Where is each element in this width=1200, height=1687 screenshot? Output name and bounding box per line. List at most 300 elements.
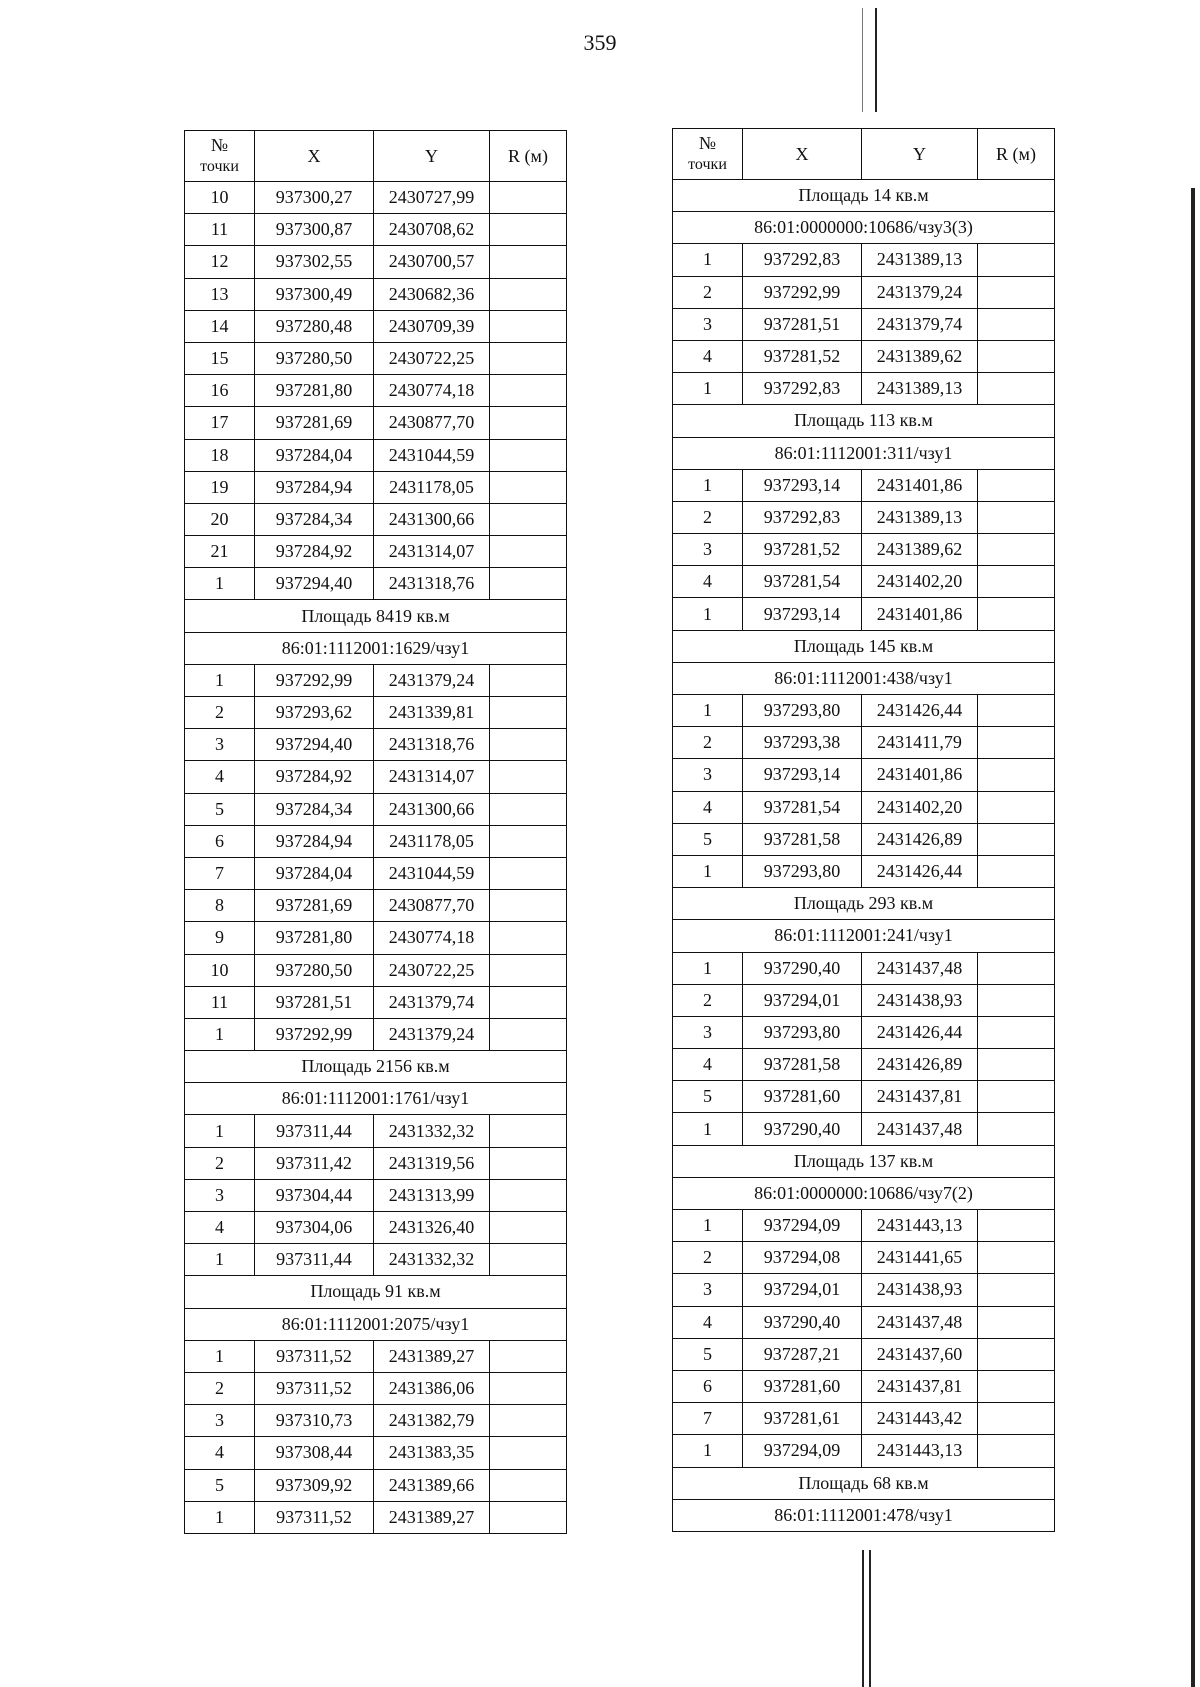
radius-cell: [978, 1210, 1055, 1242]
scan-line-bottom-2: [869, 1550, 871, 1687]
radius-cell: [490, 1244, 567, 1276]
table-row: [185, 246, 567, 278]
y-cell: 2431426,89: [862, 1049, 978, 1081]
radius-cell: [490, 1405, 567, 1437]
radius-cell: [978, 1403, 1055, 1435]
point-number-cell: 2: [185, 1147, 255, 1179]
x-cell: 937309,92: [255, 1469, 374, 1501]
table-row: [673, 566, 1055, 598]
radius-cell: [490, 342, 567, 374]
table-row: [673, 1113, 1055, 1145]
radius-cell: [978, 373, 1055, 405]
point-number-cell: 5: [185, 793, 255, 825]
table-row: [185, 793, 567, 825]
radius-cell: [978, 1370, 1055, 1402]
y-cell: 2431326,40: [374, 1212, 490, 1244]
table-row: [185, 1405, 567, 1437]
y-cell: 2431443,13: [862, 1210, 978, 1242]
y-cell: 2431441,65: [862, 1242, 978, 1274]
x-cell: 937311,52: [255, 1501, 374, 1533]
section-row: [673, 1177, 1055, 1209]
y-cell: 2431044,59: [374, 857, 490, 889]
section-label: 86:01:1112001:1761/чзу1: [185, 1083, 567, 1115]
y-cell: 2431389,13: [862, 373, 978, 405]
x-cell: 937311,44: [255, 1115, 374, 1147]
radius-cell: [490, 986, 567, 1018]
radius-cell: [490, 729, 567, 761]
x-cell: 937281,60: [743, 1370, 862, 1402]
x-cell: 937281,69: [255, 407, 374, 439]
x-cell: 937293,14: [743, 598, 862, 630]
y-cell: 2430877,70: [374, 407, 490, 439]
point-number-cell: 3: [185, 1179, 255, 1211]
y-cell: 2431437,81: [862, 1081, 978, 1113]
radius-cell: [978, 695, 1055, 727]
section-label: Площадь 8419 кв.м: [185, 600, 567, 632]
point-number-cell: 18: [185, 439, 255, 471]
header-radius: R (м): [978, 129, 1055, 180]
x-cell: 937281,51: [743, 308, 862, 340]
table-row: [673, 823, 1055, 855]
x-cell: 937294,09: [743, 1435, 862, 1467]
y-cell: 2431389,66: [374, 1469, 490, 1501]
radius-cell: [978, 308, 1055, 340]
radius-cell: [490, 857, 567, 889]
x-cell: 937311,52: [255, 1372, 374, 1404]
y-cell: 2431300,66: [374, 503, 490, 535]
y-cell: 2431389,62: [862, 340, 978, 372]
y-cell: 2431437,81: [862, 1370, 978, 1402]
header-y: Y: [862, 129, 978, 180]
radius-cell: [490, 182, 567, 214]
section-label: 86:01:0000000:10686/чзу3(3): [673, 212, 1055, 244]
y-cell: 2431379,74: [862, 308, 978, 340]
table-row: [673, 1016, 1055, 1048]
x-cell: 937311,42: [255, 1147, 374, 1179]
y-cell: 2431339,81: [374, 697, 490, 729]
y-cell: 2431379,24: [374, 1018, 490, 1050]
y-cell: 2431319,56: [374, 1147, 490, 1179]
point-number-cell: 1: [673, 373, 743, 405]
section-row: [673, 180, 1055, 212]
table-row: [673, 1081, 1055, 1113]
table-row: [185, 857, 567, 889]
table-row: [185, 471, 567, 503]
x-cell: 937294,40: [255, 729, 374, 761]
table-row: [673, 1306, 1055, 1338]
section-label: 86:01:1112001:1629/чзу1: [185, 632, 567, 664]
y-cell: 2430708,62: [374, 214, 490, 246]
section-label: Площадь 68 кв.м: [673, 1467, 1055, 1499]
radius-cell: [490, 278, 567, 310]
point-number-cell: 2: [673, 501, 743, 533]
table-row: [185, 1212, 567, 1244]
y-cell: 2431401,86: [862, 469, 978, 501]
section-row: [185, 632, 567, 664]
radius-cell: [978, 1049, 1055, 1081]
radius-cell: [490, 1437, 567, 1469]
y-cell: 2431332,32: [374, 1115, 490, 1147]
section-label: 86:01:1112001:2075/чзу1: [185, 1308, 567, 1340]
x-cell: 937284,04: [255, 857, 374, 889]
scan-edge-right: [1191, 188, 1195, 1687]
table-row: [185, 1469, 567, 1501]
point-number-cell: 4: [673, 791, 743, 823]
y-cell: 2431426,44: [862, 855, 978, 887]
table-header-row: [185, 131, 567, 182]
y-cell: 2431401,86: [862, 598, 978, 630]
radius-cell: [978, 823, 1055, 855]
x-cell: 937284,04: [255, 439, 374, 471]
scan-line-bottom: [862, 1550, 864, 1687]
y-cell: 2430700,57: [374, 246, 490, 278]
x-cell: 937281,60: [743, 1081, 862, 1113]
x-cell: 937281,80: [255, 922, 374, 954]
table-row: [673, 1370, 1055, 1402]
table-row: [673, 1338, 1055, 1370]
point-number-cell: 10: [185, 182, 255, 214]
point-number-cell: 3: [673, 1016, 743, 1048]
section-row: [673, 405, 1055, 437]
section-row: [673, 437, 1055, 469]
point-number-cell: 5: [185, 1469, 255, 1501]
table-row: [673, 952, 1055, 984]
radius-cell: [978, 1435, 1055, 1467]
point-number-cell: 14: [185, 310, 255, 342]
table-row: [185, 503, 567, 535]
table-row: [185, 1179, 567, 1211]
point-number-cell: 15: [185, 342, 255, 374]
table-row: [185, 1018, 567, 1050]
section-row: [185, 600, 567, 632]
table-row: [673, 1049, 1055, 1081]
y-cell: 2431386,06: [374, 1372, 490, 1404]
y-cell: 2431382,79: [374, 1405, 490, 1437]
x-cell: 937311,52: [255, 1340, 374, 1372]
y-cell: 2431313,99: [374, 1179, 490, 1211]
radius-cell: [490, 1212, 567, 1244]
table-row: [185, 1340, 567, 1372]
x-cell: 937308,44: [255, 1437, 374, 1469]
x-cell: 937287,21: [743, 1338, 862, 1370]
radius-cell: [490, 439, 567, 471]
radius-cell: [490, 1372, 567, 1404]
y-cell: 2431314,07: [374, 536, 490, 568]
table-row: [185, 1501, 567, 1533]
x-cell: 937281,69: [255, 890, 374, 922]
table-row: [673, 276, 1055, 308]
x-cell: 937284,92: [255, 536, 374, 568]
point-number-cell: 4: [673, 1049, 743, 1081]
x-cell: 937290,40: [743, 1113, 862, 1145]
table-row: [673, 373, 1055, 405]
header-radius: R (м): [490, 131, 567, 182]
y-cell: 2431443,13: [862, 1435, 978, 1467]
section-row: [673, 662, 1055, 694]
x-cell: 937310,73: [255, 1405, 374, 1437]
section-label: 86:01:1112001:478/чзу1: [673, 1499, 1055, 1531]
section-row: [673, 1145, 1055, 1177]
point-number-cell: 5: [673, 823, 743, 855]
point-number-cell: 1: [673, 1113, 743, 1145]
radius-cell: [490, 1115, 567, 1147]
point-number-cell: 12: [185, 246, 255, 278]
radius-cell: [490, 761, 567, 793]
table-row: [185, 1437, 567, 1469]
y-cell: 2431389,62: [862, 534, 978, 566]
point-number-cell: 2: [673, 727, 743, 759]
y-cell: 2431437,48: [862, 1113, 978, 1145]
point-number-cell: 2: [673, 1242, 743, 1274]
radius-cell: [978, 952, 1055, 984]
y-cell: 2431178,05: [374, 825, 490, 857]
radius-cell: [978, 1306, 1055, 1338]
y-cell: 2431437,48: [862, 1306, 978, 1338]
x-cell: 937293,62: [255, 697, 374, 729]
point-number-cell: 9: [185, 922, 255, 954]
table-row: [673, 1210, 1055, 1242]
radius-cell: [978, 1274, 1055, 1306]
x-cell: 937292,83: [743, 501, 862, 533]
x-cell: 937311,44: [255, 1244, 374, 1276]
point-number-cell: 1: [185, 1340, 255, 1372]
point-number-cell: 20: [185, 503, 255, 535]
point-number-cell: 11: [185, 214, 255, 246]
y-cell: 2431426,44: [862, 695, 978, 727]
radius-cell: [978, 340, 1055, 372]
section-row: [673, 888, 1055, 920]
table-row: [185, 214, 567, 246]
y-cell: 2431443,42: [862, 1403, 978, 1435]
section-row: [673, 630, 1055, 662]
x-cell: 937281,54: [743, 791, 862, 823]
radius-cell: [978, 759, 1055, 791]
radius-cell: [490, 503, 567, 535]
point-number-cell: 7: [673, 1403, 743, 1435]
y-cell: 2431437,48: [862, 952, 978, 984]
x-cell: 937284,34: [255, 503, 374, 535]
radius-cell: [978, 598, 1055, 630]
right-coordinates-table: [672, 128, 1055, 1532]
radius-cell: [490, 922, 567, 954]
x-cell: 937281,51: [255, 986, 374, 1018]
y-cell: 2431332,32: [374, 1244, 490, 1276]
radius-cell: [490, 890, 567, 922]
y-cell: 2431402,20: [862, 791, 978, 823]
table-row: [185, 342, 567, 374]
left-table-body: [185, 182, 567, 1534]
radius-cell: [490, 214, 567, 246]
table-row: [185, 954, 567, 986]
table-row: [673, 855, 1055, 887]
point-number-cell: 8: [185, 890, 255, 922]
table-row: [185, 986, 567, 1018]
y-cell: 2430682,36: [374, 278, 490, 310]
table-row: [673, 244, 1055, 276]
table-row: [185, 1244, 567, 1276]
y-cell: 2430774,18: [374, 375, 490, 407]
radius-cell: [978, 727, 1055, 759]
table-row: [185, 729, 567, 761]
x-cell: 937284,94: [255, 471, 374, 503]
section-row: [185, 1083, 567, 1115]
point-number-cell: 4: [673, 1306, 743, 1338]
table-row: [185, 922, 567, 954]
table-row: [673, 598, 1055, 630]
x-cell: 937300,49: [255, 278, 374, 310]
x-cell: 937304,06: [255, 1212, 374, 1244]
page-number: 359: [583, 30, 617, 55]
y-cell: 2431401,86: [862, 759, 978, 791]
point-number-cell: 4: [185, 761, 255, 793]
point-number-cell: 3: [673, 308, 743, 340]
x-cell: 937302,55: [255, 246, 374, 278]
section-label: Площадь 145 кв.м: [673, 630, 1055, 662]
x-cell: 937293,80: [743, 1016, 862, 1048]
radius-cell: [490, 1179, 567, 1211]
x-cell: 937281,80: [255, 375, 374, 407]
point-number-cell: 1: [673, 469, 743, 501]
section-row: [673, 920, 1055, 952]
x-cell: 937281,54: [743, 566, 862, 598]
y-cell: 2431389,27: [374, 1501, 490, 1533]
point-number-cell: 3: [673, 759, 743, 791]
table-row: [185, 439, 567, 471]
y-cell: 2431438,93: [862, 984, 978, 1016]
point-number-cell: 17: [185, 407, 255, 439]
point-number-cell: 1: [673, 1210, 743, 1242]
point-number-cell: 1: [673, 695, 743, 727]
header-point-number: № точки: [673, 129, 743, 180]
y-cell: 2431044,59: [374, 439, 490, 471]
radius-cell: [978, 469, 1055, 501]
table-row: [185, 536, 567, 568]
point-number-cell: 2: [673, 984, 743, 1016]
table-row: [185, 890, 567, 922]
table-row: [185, 825, 567, 857]
section-label: Площадь 293 кв.м: [673, 888, 1055, 920]
x-cell: 937292,99: [255, 664, 374, 696]
table-row: [673, 1403, 1055, 1435]
radius-cell: [490, 793, 567, 825]
x-cell: 937292,99: [255, 1018, 374, 1050]
radius-cell: [490, 1018, 567, 1050]
table-row: [673, 1274, 1055, 1306]
x-cell: 937294,40: [255, 568, 374, 600]
x-cell: 937293,38: [743, 727, 862, 759]
point-number-cell: 3: [185, 1405, 255, 1437]
x-cell: 937293,14: [743, 759, 862, 791]
y-cell: 2430722,25: [374, 954, 490, 986]
table-row: [185, 375, 567, 407]
scan-line-top: [875, 8, 877, 112]
table-row: [185, 182, 567, 214]
x-cell: 937281,58: [743, 1049, 862, 1081]
point-number-cell: 3: [673, 534, 743, 566]
point-number-cell: 16: [185, 375, 255, 407]
radius-cell: [978, 1338, 1055, 1370]
table-row: [673, 759, 1055, 791]
point-number-cell: 5: [673, 1338, 743, 1370]
y-cell: 2430727,99: [374, 182, 490, 214]
point-number-cell: 1: [673, 244, 743, 276]
x-cell: 937292,83: [743, 373, 862, 405]
section-label: 86:01:1112001:438/чзу1: [673, 662, 1055, 694]
y-cell: 2431389,13: [862, 501, 978, 533]
point-number-cell: 1: [673, 598, 743, 630]
x-cell: 937293,80: [743, 855, 862, 887]
table-row: [185, 278, 567, 310]
x-cell: 937292,99: [743, 276, 862, 308]
point-number-cell: 4: [185, 1212, 255, 1244]
point-number-cell: 1: [673, 855, 743, 887]
header-point-number: № точки: [185, 131, 255, 182]
section-label: Площадь 91 кв.м: [185, 1276, 567, 1308]
header-x: X: [255, 131, 374, 182]
section-label: Площадь 137 кв.м: [673, 1145, 1055, 1177]
section-row: [185, 1308, 567, 1340]
table-row: [673, 501, 1055, 533]
point-number-cell: 7: [185, 857, 255, 889]
table-row: [185, 1115, 567, 1147]
radius-cell: [978, 501, 1055, 533]
y-cell: 2430774,18: [374, 922, 490, 954]
table-row: [673, 1435, 1055, 1467]
y-cell: 2430722,25: [374, 342, 490, 374]
y-cell: 2431411,79: [862, 727, 978, 759]
table-row: [673, 791, 1055, 823]
point-number-cell: 5: [673, 1081, 743, 1113]
table-row: [185, 407, 567, 439]
table-row: [673, 727, 1055, 759]
section-row: [673, 1467, 1055, 1499]
x-cell: 937304,44: [255, 1179, 374, 1211]
x-cell: 937292,83: [743, 244, 862, 276]
right-table-wrap: [672, 128, 1055, 1532]
radius-cell: [978, 1016, 1055, 1048]
y-cell: 2431178,05: [374, 471, 490, 503]
x-cell: 937294,09: [743, 1210, 862, 1242]
y-cell: 2431389,13: [862, 244, 978, 276]
y-cell: 2430709,39: [374, 310, 490, 342]
x-cell: 937284,92: [255, 761, 374, 793]
right-table-body: [673, 180, 1055, 1532]
radius-cell: [978, 276, 1055, 308]
section-row: [673, 1499, 1055, 1531]
radius-cell: [490, 825, 567, 857]
section-row: [673, 212, 1055, 244]
y-cell: 2430877,70: [374, 890, 490, 922]
radius-cell: [978, 855, 1055, 887]
x-cell: 937284,34: [255, 793, 374, 825]
radius-cell: [490, 407, 567, 439]
x-cell: 937280,50: [255, 954, 374, 986]
y-cell: 2431379,24: [862, 276, 978, 308]
point-number-cell: 21: [185, 536, 255, 568]
point-number-cell: 4: [185, 1437, 255, 1469]
point-number-cell: 1: [673, 1435, 743, 1467]
point-number-cell: 6: [185, 825, 255, 857]
x-cell: 937294,01: [743, 984, 862, 1016]
x-cell: 937290,40: [743, 1306, 862, 1338]
y-cell: 2431426,44: [862, 1016, 978, 1048]
point-number-cell: 4: [673, 340, 743, 372]
radius-cell: [490, 471, 567, 503]
x-cell: 937281,58: [743, 823, 862, 855]
radius-cell: [490, 536, 567, 568]
x-cell: 937280,50: [255, 342, 374, 374]
point-number-cell: 19: [185, 471, 255, 503]
